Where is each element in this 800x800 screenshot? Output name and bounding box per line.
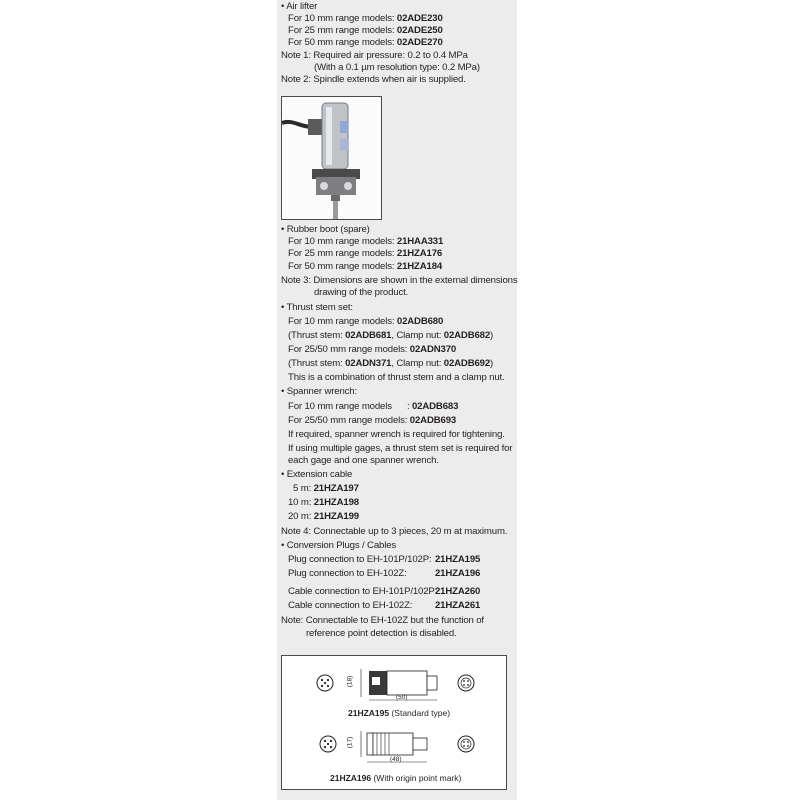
top-caption: 21HZA195 (Standard type): [348, 708, 451, 718]
list-item: Plug connection to EH-101P/102P:: [288, 554, 432, 565]
bottom-dim-horizontal: (48): [390, 756, 402, 763]
list-item: For 10 mm range models: 02ADB680: [288, 316, 444, 327]
list-item-code: 21HZA195: [435, 554, 481, 565]
spanner-description: If using multiple gages, a thrust stem set is required for: [288, 443, 513, 454]
list-item-code: 21HZA196: [435, 568, 481, 579]
list-item: 5 m: 21HZA197: [288, 483, 359, 494]
list-item: (Thrust stem: 02ADN371, Clamp nut: 02ADB692): [288, 358, 494, 369]
list-item: Plug connection to EH-102Z:: [288, 568, 407, 579]
list-item: Cable connection to EH-101P/102P:: [288, 586, 438, 597]
spanner-description: each gage and one spanner wrench.: [288, 455, 439, 466]
note-1-detail: (With a 0.1 µm resolution type: 0.2 MPa): [314, 62, 480, 73]
extension-cable-heading: • Extension cable: [281, 469, 353, 480]
list-item-code: 21HZA261: [435, 600, 481, 611]
note-2: Note 2: Spindle extends when air is supplied.: [281, 74, 466, 85]
conversion-plug-diagram: [281, 655, 507, 790]
list-item: Cable connection to EH-102Z:: [288, 600, 413, 611]
conversion-note-detail: reference point detection is disabled.: [306, 628, 457, 639]
list-item: 20 m: 21HZA199: [288, 511, 359, 522]
air-lifter-heading: • Air lifter: [281, 1, 318, 12]
list-item: For 50 mm range models: 21HZA184: [288, 261, 443, 272]
top-dim-vertical: (18): [346, 675, 354, 688]
note-3-detail: drawing of the product.: [314, 287, 409, 298]
list-item: For 10 mm range models: 02ADE230: [288, 13, 443, 24]
plug-drawing-icon: [282, 656, 508, 791]
list-item: For 25 mm range models: 21HZA176: [288, 248, 443, 259]
air-lifter-photo: [281, 96, 382, 220]
conversion-note: Note: Connectable to EH-102Z but the function of: [281, 615, 484, 626]
accessories-panel: [277, 0, 517, 800]
conversion-heading: • Conversion Plugs / Cables: [281, 540, 397, 551]
bottom-dim-vertical: (17): [346, 736, 354, 749]
note-1: Note 1: Required air pressure: 0.2 to 0.4 MPa: [281, 50, 468, 61]
list-item: For 25/50 mm range models: 02ADB693: [288, 415, 457, 426]
bottom-caption: 21HZA196 (With origin point mark): [330, 773, 462, 783]
list-item: (Thrust stem: 02ADB681, Clamp nut: 02ADB682): [288, 330, 494, 341]
note-3: Note 3: Dimensions are shown in the external dimensions: [281, 275, 518, 286]
list-item: For 10 mm range models : 02ADB683: [288, 401, 459, 412]
list-item: For 25 mm range models: 02ADE250: [288, 25, 443, 36]
thrust-stem-description: This is a combination of thrust stem and a clamp nut.: [288, 372, 505, 383]
list-item: For 25/50 mm range models: 02ADN370: [288, 344, 457, 355]
note-4: Note 4: Connectable up to 3 pieces, 20 m at maximum.: [281, 526, 508, 537]
list-item: 10 m: 21HZA198: [288, 497, 359, 508]
air-lifter-image-icon: [282, 97, 382, 220]
list-item: For 50 mm range models: 02ADE270: [288, 37, 443, 48]
top-dim-horizontal: (50): [396, 694, 408, 701]
thrust-stem-heading: • Thrust stem set:: [281, 302, 353, 313]
list-item: For 10 mm range models: 21HAA331: [288, 236, 444, 247]
spanner-heading: • Spanner wrench:: [281, 386, 358, 397]
rubber-boot-heading: • Rubber boot (spare): [281, 224, 370, 235]
spanner-description: If required, spanner wrench is required for tightening.: [288, 429, 505, 440]
list-item-code: 21HZA260: [435, 586, 481, 597]
